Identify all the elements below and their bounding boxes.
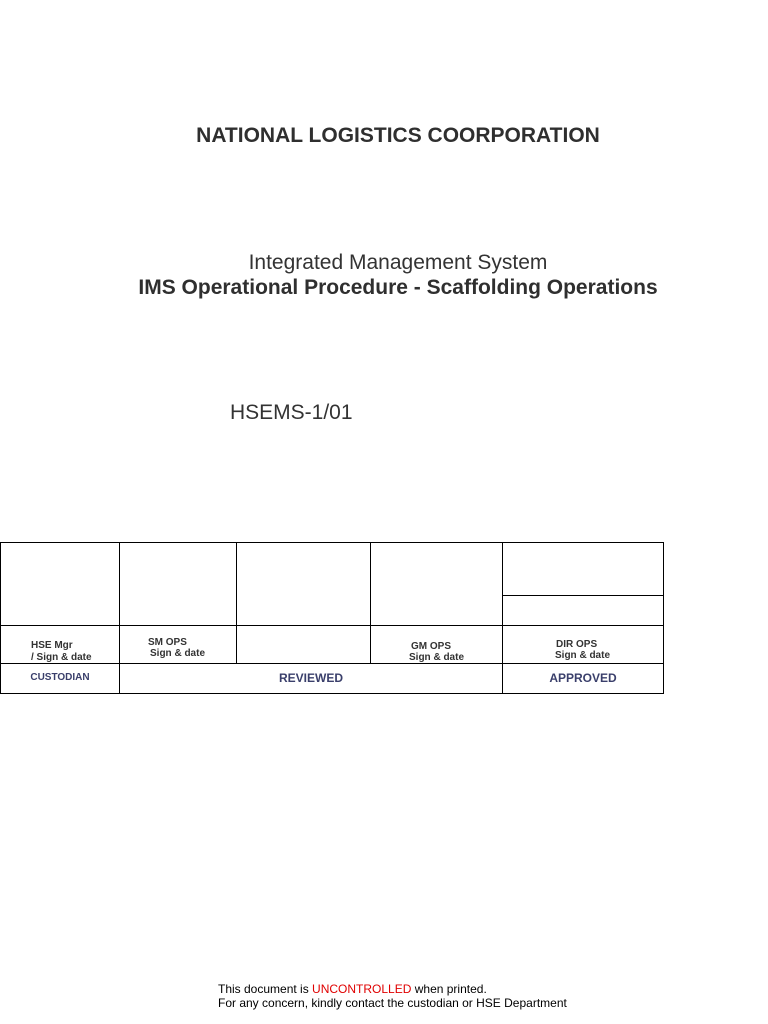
organization-title: NATIONAL LOGISTICS COORPORATION <box>196 124 600 147</box>
notice-prefix: This document is <box>218 982 313 996</box>
notice-line-1 <box>218 982 567 996</box>
notice-line-2: For any concern, kindly contact the custodian or HSE Department <box>218 996 567 1010</box>
uncontrolled-notice <box>218 982 567 1010</box>
approved-label: APPROVED <box>549 671 617 685</box>
table-rule-col2 <box>236 542 237 664</box>
gm-ops-label: GM OPS <box>411 641 452 652</box>
table-rule-col3 <box>370 542 371 664</box>
table-rule-signature <box>0 625 664 626</box>
notice-suffix: when printed. <box>411 982 487 996</box>
hse-mgr-sign-label: / Sign & date <box>31 652 92 663</box>
table-rule-label <box>0 663 664 664</box>
table-rule-approver-split <box>502 595 664 596</box>
dir-ops-label: DIR OPS <box>556 639 598 650</box>
custodian-label: CUSTODIAN <box>30 672 90 683</box>
sm-ops-sign-label: Sign & date <box>150 648 206 659</box>
gm-ops-sign-label: Sign & date <box>409 652 465 663</box>
sm-ops-label: SM OPS <box>148 637 187 648</box>
procedure-title: IMS Operational Procedure - Scaffolding Operations <box>138 276 658 299</box>
table-border-top <box>0 542 664 543</box>
reviewed-label: REVIEWED <box>278 671 343 685</box>
system-title: Integrated Management System <box>248 251 548 274</box>
hse-mgr-label: HSE Mgr <box>31 640 73 651</box>
dir-ops-sign-label: Sign & date <box>555 650 611 661</box>
document-code: HSEMS-1/01 <box>230 401 353 424</box>
table-border-bottom <box>0 693 664 694</box>
notice-uncontrolled-highlight: UNCONTROLLED <box>312 982 412 996</box>
signoff-table <box>0 542 664 694</box>
